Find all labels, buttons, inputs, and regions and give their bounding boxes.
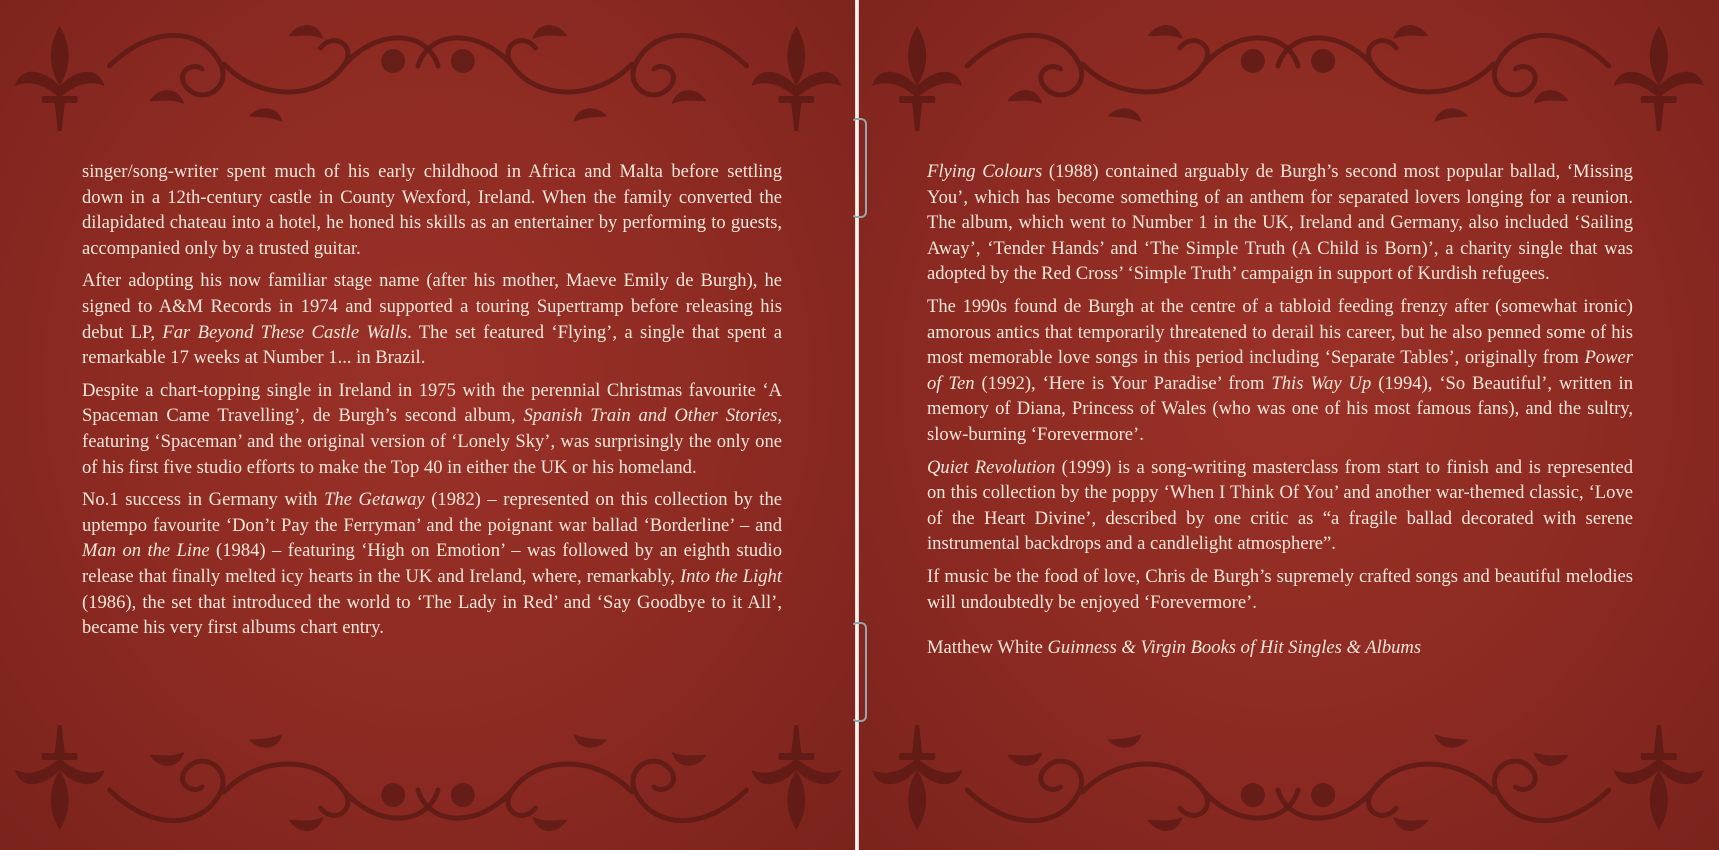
paragraph <box>927 159 1633 287</box>
text-run: (1988) contained arguably de Burgh’s second most popular ballad, ‘Missing You’, which has become something of an anthem for separated lovers longing for a reunion. The album, which went to Number 1 in the UK, Ireland and Germany, also included ‘Sailing Away’, ‘Tender Hands’ and ‘The Simple Truth (A Child is Born)’, a charity single that was adopted by the Red Cross’ ‘Simple Truth’ campaign in support of Kurdish refugees. <box>927 161 1633 285</box>
right-page-text <box>927 159 1633 668</box>
text-run: Matthew White <box>927 637 1048 659</box>
text-run: (1986), the set that introduced the world to ‘The Lady in Red’ and ‘Say Goodbye to it All’, became his very first albums chart entry. <box>82 591 782 639</box>
italic-title: Flying Colours <box>927 161 1043 182</box>
text-run: (1994), ‘So Beautiful’, written in memory of Diana, Princess of Wales (who was one of his most famous fans), and the sultry, slow-burning ‘Forevermore’. <box>927 372 1633 445</box>
italic-title: Man on the Line <box>82 540 210 562</box>
italic-title: Power of Ten <box>927 347 1633 394</box>
right-page-paragraphs <box>927 159 1633 615</box>
italic-title: Spanish Train and Other Stories <box>523 405 778 427</box>
italic-title: Quiet Revolution <box>927 456 1056 478</box>
text-run: No.1 success in Germany with <box>82 489 325 511</box>
paragraph <box>82 159 782 261</box>
text-run: Despite a chart-topping single in Ireland in 1975 with the perennial Christmas favourite ‘A Spaceman Came Travelling’, de Burgh’s second album, <box>82 379 782 427</box>
text-run: (1984) – featuring ‘High on Emotion’ – was followed by an eighth studio release that finally melted icy hearts in the UK and Ireland, where, remarkably, <box>82 540 782 587</box>
italic-title: Guinness & Virgin Books of Hit Singles & Albums <box>1047 637 1422 659</box>
fleur-de-lis-ornament-top-right <box>857 6 1719 156</box>
paragraph <box>82 487 782 641</box>
italic-title: This Way Up <box>1271 372 1372 394</box>
italic-title: Far Beyond These Castle Walls <box>162 321 408 343</box>
scroll-vine-ornament-top-left <box>0 6 856 156</box>
text-run: If music be the food of love, Chris de Burgh’s supremely crafted songs and beautiful melodies will undoubtedly be enjoyed ‘Forevermore’. <box>927 565 1633 613</box>
scroll-vine-ornament-bottom-left <box>0 700 856 850</box>
text-run: . The set featured ‘Flying’, a single that spent a remarkable 17 weeks at Number 1... in Brazil. <box>82 321 782 369</box>
author-credit <box>927 635 1633 661</box>
staple-icon <box>851 622 867 722</box>
italic-title: The Getaway <box>324 489 425 511</box>
right-page <box>857 0 1719 850</box>
text-run: The 1990s found de Burgh at the centre of a tabloid feeding frenzy after (somewhat ironic) amorous antics that temporarily threatened to derail his career, but he also penned some of his most memorable love songs in this period including ‘Separate Tables’, originally from <box>927 295 1633 369</box>
text-run: singer/song-writer spent much of his early childhood in Africa and Malta before settling down in a 12th-century castle in County Wexford, Ireland. When the family converted the dilapidated chateau into a hotel, he honed his skills as an entertainer by performing to guests, accompanied only by a trusted guitar. <box>82 161 782 259</box>
text-run: , featuring ‘Spaceman’ and the original version of ‘Lonely Sky’, was surprisingly the only one of his first five studio efforts to make the Top 40 in either the UK or his homeland. <box>82 405 782 478</box>
fleur-de-lis-ornament-bottom-right <box>857 700 1719 850</box>
left-page <box>0 0 856 850</box>
text-run: (1999) is a song-writing masterclass from start to finish and is represented on this collection by the poppy ‘When I Think Of You’ and another war-themed classic, ‘Love of the Heart Divine’, described by one critic as “a fragile ballad decorated with serene instrumental backdrops and a candlelight atmosphere”. <box>927 456 1633 555</box>
paragraph <box>927 294 1633 448</box>
italic-title: Into the Light <box>679 565 783 587</box>
text-run: (1992), ‘Here is Your Paradise’ from <box>974 372 1272 394</box>
text-run: After adopting his now familiar stage name (after his mother, Maeve Emily de Burgh), he signed to A&M Records in 1974 and supported a touring Supertramp before releasing his debut LP, <box>82 270 782 343</box>
staple-icon <box>851 118 867 218</box>
text-run: (1982) – represented on this collection by the uptempo favourite ‘Don’t Pay the Ferryman’ and the poignant war ballad ‘Borderline’ – and <box>82 489 782 536</box>
paragraph <box>927 564 1633 615</box>
paragraph <box>82 268 782 370</box>
paragraph <box>82 378 782 480</box>
left-page-text <box>82 159 782 648</box>
paragraph <box>927 455 1633 557</box>
